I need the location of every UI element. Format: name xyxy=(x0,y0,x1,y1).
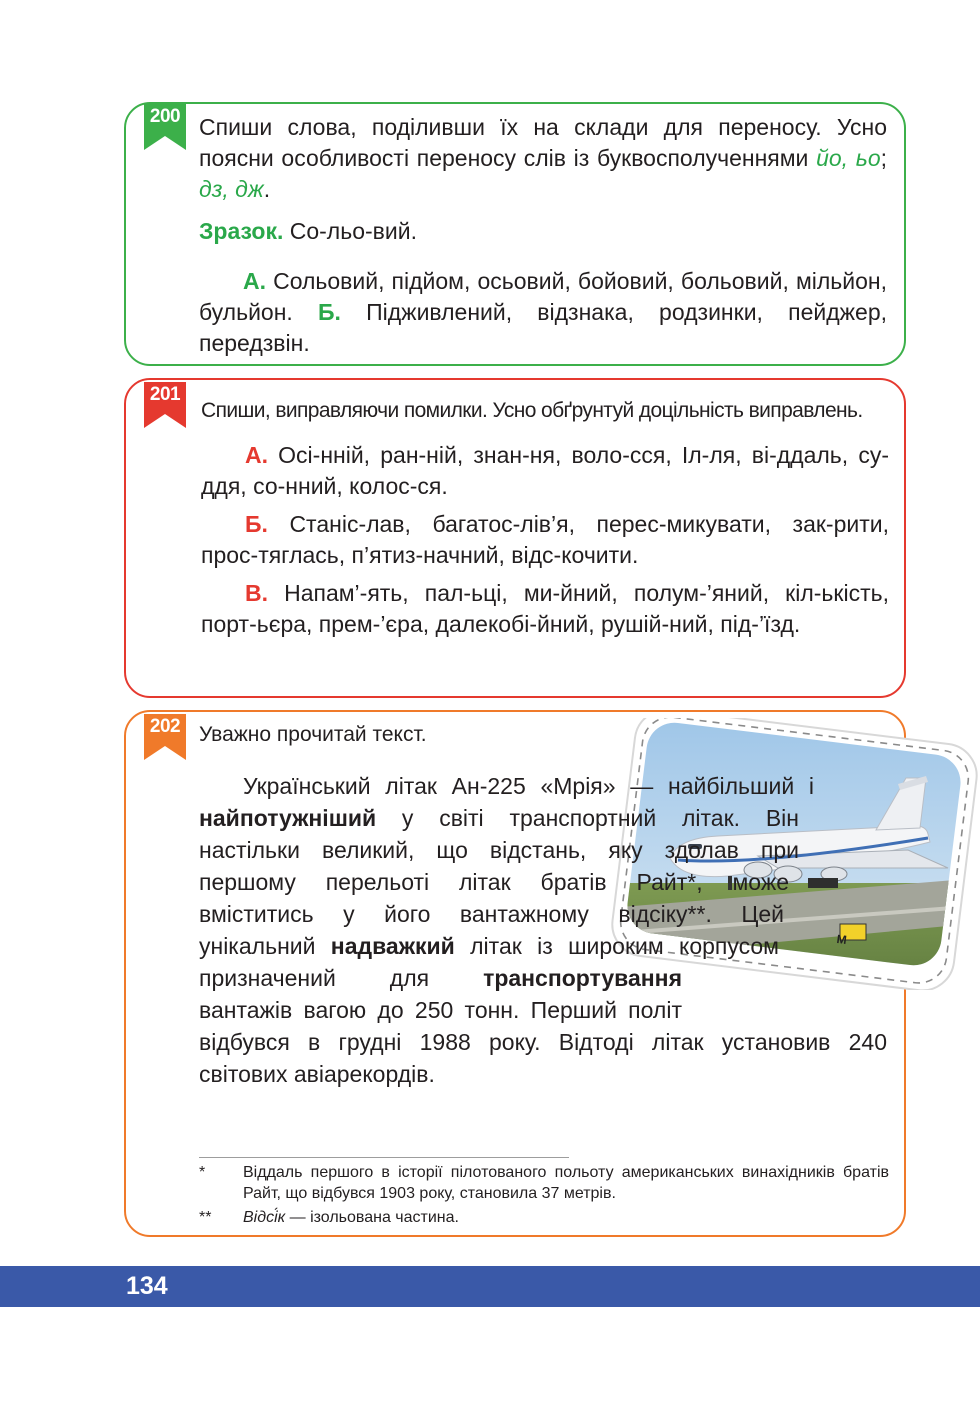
sample: Зразок. Со-льо-вий. xyxy=(199,218,417,244)
wrap-spacer xyxy=(799,804,887,836)
exercise-number: 201 xyxy=(149,384,181,405)
task-instruction: Уважно прочитай текст. xyxy=(199,723,427,746)
exercise-number: 202 xyxy=(149,716,181,737)
article-text: Український літак Ан-225 «Мрія» — найбільший і найпотужніший у світі транспортний літак. Він настільки великий, що відстань, яку здолав при першому перельоті літак братів Райт*, може вміститись у його вантажному відсіку**. Цей унікальний надважкий літак із широким корпусом призначений для транспортування вантажів вагою до 250 тонн. Перший політ відбувся в грудні 1988 року. Відтоді літак установив 240 світових авіарекордів. xyxy=(199,773,887,1087)
exercise-number: 200 xyxy=(149,106,181,127)
group-b: Б. Станіс-лав, багатос-лів’я, перес-микувати, зак-рити, прос-тяглась, п’ятиз-начний, відс-кочити. xyxy=(201,511,889,568)
task-instruction: Спиши слова, поділивши їх на склади для переносу. Усно поясни особливості переносу слів із буквосполученнями йо, ьо; дз, дж. xyxy=(199,114,887,202)
page-number: 134 xyxy=(126,1272,168,1300)
footnote-text: Віддаль першого в історії пілотованого польоту американських винахідників братів Райт, що відбувся 1903 року, становила 37 метрів. xyxy=(243,1164,889,1202)
exercise-202-badge xyxy=(144,714,186,760)
exercise-201-badge xyxy=(144,382,186,428)
exercise-200-text xyxy=(199,112,887,359)
exercise-202-paragraph xyxy=(199,768,887,1158)
exercise-201-text xyxy=(201,396,889,640)
wrap-spacer xyxy=(682,964,887,996)
wrap-spacer xyxy=(789,868,887,900)
task-instruction: Спиши, виправляючи помилки. Усно обґрунтуй доцільність виправлень. xyxy=(201,399,863,422)
footnote-mark: * xyxy=(199,1164,206,1181)
footnote-mark: ** xyxy=(199,1209,212,1226)
word-list: А. Сольовий, підйом, осьовий, бойовий, больовий, мільйон, бульйон. Б. Підживлений, відзнака, родзинки, пейджер, передзвін. xyxy=(199,268,887,356)
group-a: А. Осі-нній, ран-ній, знан-ня, воло-сся, Іл-ля, ві-ддаль, су-ддя, со-нний, колос-ся. xyxy=(201,442,889,499)
footnote-divider xyxy=(199,1157,569,1158)
wrap-spacer xyxy=(784,900,887,932)
wrap-spacer xyxy=(814,768,887,804)
exercise-202-task xyxy=(199,720,619,750)
group-c: В. Напам’-ять, пал-ьці, ми-йний, полум-’яний, кіл-ькість, порт-ьєра, прем-’єра, далекобі-йний, рушій-ний, під-’їзд. xyxy=(201,580,889,637)
exercise-200-badge xyxy=(144,104,186,150)
footnote-2 xyxy=(199,1207,889,1229)
footnote-1 xyxy=(199,1162,889,1206)
footnote-text: Відсі́к — ізольована частина. xyxy=(243,1209,459,1226)
wrap-spacer xyxy=(779,932,887,964)
wrap-spacer xyxy=(799,836,887,868)
runway-sign: M xyxy=(835,931,848,948)
